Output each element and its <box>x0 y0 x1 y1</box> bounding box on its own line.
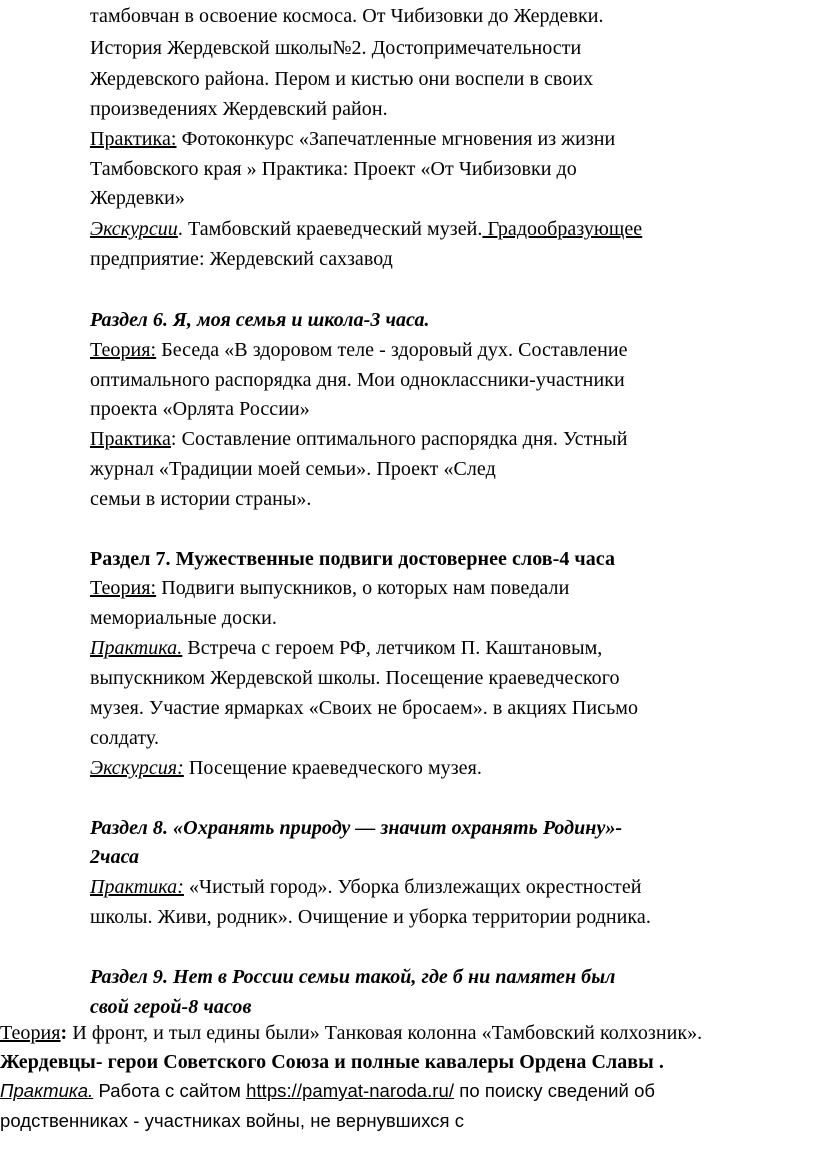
excursion-text: Посещение краеведческого музея. <box>183 757 482 779</box>
intro-practice-line-1 <box>90 125 615 153</box>
section-9-bold-line: Жердевцы- герои Советского Союза и полные кавалеры Ордена Славы . <box>0 1051 664 1073</box>
practice-label: Практика: <box>90 128 177 150</box>
theory-label: Теория <box>0 1022 61 1044</box>
section-7-practice-line-4: солдату. <box>90 727 160 749</box>
excursion-label: Экскурсия: <box>90 757 184 779</box>
practice-text: Работа с сайтом <box>93 1080 247 1101</box>
practice-label: Практика. <box>90 637 183 659</box>
practice-text-end: по поиску сведений об <box>454 1080 656 1101</box>
section-7-practice-line-3: музея. Участие ярмарках «Своих не бросаем». в акциях Письмо <box>90 697 639 719</box>
practice-text: : Составление оптимального распорядка дня. Устный <box>170 428 628 450</box>
section-7-theory-line-2: мемориальные доски. <box>90 607 277 629</box>
section-6-practice-line-2: журнал «Традиции моей семьи». Проект «След <box>90 458 496 480</box>
intro-line-1: тамбовчан в освоение космоса. От Чибизовки до Жердевки. <box>90 5 604 27</box>
section-8-practice-line-1 <box>90 873 642 901</box>
excursion-label: Экскурсии <box>90 218 178 240</box>
intro-line-3: Жердевского района. Пером и кистью они воспели в своих <box>90 68 594 90</box>
section-6-practice-line-1 <box>90 425 627 453</box>
practice-text: Фотоконкурс «Запечатленные мгновения из жизни <box>176 128 616 150</box>
section-8-practice-line-2: школы. Живи, родник». Очищение и уборка территории родника. <box>90 906 651 928</box>
section-8-heading-line-2: 2часа <box>90 846 140 868</box>
section-9-theory-line <box>0 1019 702 1047</box>
section-9-last-line: родственниках - участниках войны, не вернувшихся с <box>0 1110 465 1131</box>
excursion-text-underlined: Градообразующее <box>482 218 643 240</box>
intro-practice-line-3: Жердевки» <box>90 187 185 209</box>
section-7-practice-line-1 <box>90 634 602 662</box>
theory-label: Теория: <box>90 577 157 599</box>
intro-excursion-line-2: предприятие: Жердевский сахзавод <box>90 248 393 270</box>
intro-line-4: произведениях Жердевский район. <box>90 98 388 120</box>
section-6-theory-line-2: оптимального распорядка дня. Мои одноклассники-участники <box>90 369 625 391</box>
section-7-heading: Раздел 7. Мужественные подвиги достовернее слов-4 часа <box>90 548 616 570</box>
section-7-practice-line-2: выпускником Жердевской школы. Посещение краеведческого <box>90 667 620 689</box>
section-8-heading-line-1: Раздел 8. «Охранять природу — значит охранять Родину»- <box>90 817 623 839</box>
section-6-heading: Раздел 6. Я, моя семья и школа-3 часа. <box>90 309 430 331</box>
section-9-heading-line-1: Раздел 9. Нет в России семьи такой, где б ни памятен был <box>90 966 616 988</box>
section-6-theory-line-3: проекта «Орлята России» <box>90 398 310 420</box>
section-7-excursion-line <box>90 754 482 782</box>
intro-excursion-line-1 <box>90 215 642 243</box>
excursion-text: . Тамбовский краеведческий музей. <box>177 218 483 240</box>
practice-text: «Чистый город». Уборка близлежащих окрестностей <box>183 876 642 898</box>
theory-label: Теория: <box>90 339 157 361</box>
intro-line-2: История Жердевской школы№2. Достопримечательности <box>90 37 582 59</box>
section-6-practice-line-3: семьи в истории страны». <box>90 488 312 510</box>
section-6-theory-line-1 <box>90 336 628 364</box>
practice-label: Практика <box>90 428 171 450</box>
theory-text: Беседа «В здоровом теле - здоровый дух. Составление <box>156 339 628 361</box>
practice-text: Встреча с героем РФ, летчиком П. Каштановым, <box>182 637 603 659</box>
pamyat-naroda-link[interactable]: https://pamyat-naroda.ru/ <box>246 1080 455 1101</box>
section-7-theory-line-1 <box>90 574 569 602</box>
theory-text: Подвиги выпускников, о которых нам поведали <box>156 577 570 599</box>
theory-colon: : <box>60 1022 68 1044</box>
practice-label: Практика: <box>90 876 184 898</box>
theory-text: И фронт, и тыл едины были» Танковая колонна «Тамбовский колхозник». <box>67 1022 703 1044</box>
section-9-practice-line <box>0 1077 655 1105</box>
intro-practice-line-2: Тамбовского края » Практика: Проект «От Чибизовки до <box>90 158 577 180</box>
practice-label: Практика. <box>0 1080 94 1101</box>
section-9-heading-line-2: свой герой-8 часов <box>90 996 252 1018</box>
